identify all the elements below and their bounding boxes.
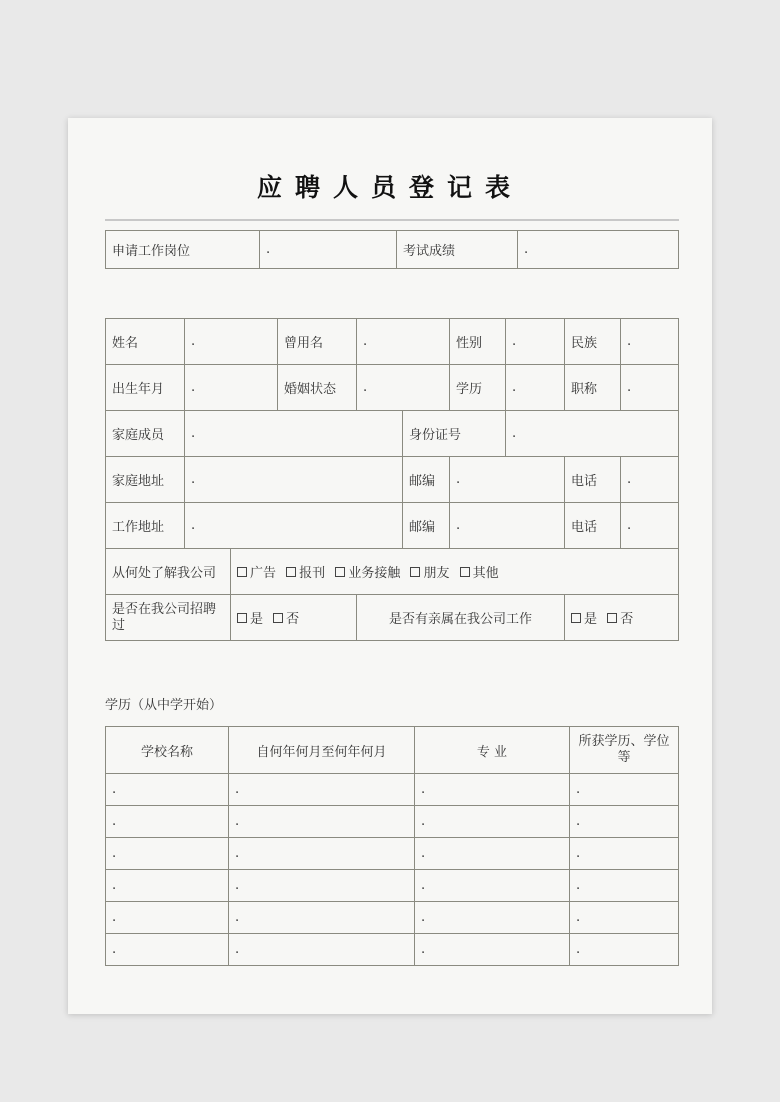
major-cell[interactable]: . <box>415 934 570 966</box>
name-label: 姓名 <box>106 319 185 365</box>
gender-label: 性别 <box>450 319 506 365</box>
home-phone-label: 电话 <box>565 457 621 503</box>
degree-cell[interactable]: . <box>570 934 679 966</box>
school-cell[interactable]: . <box>106 838 229 870</box>
former-name-label: 曾用名 <box>278 319 357 365</box>
form-title: 应聘人员登记表 <box>256 173 523 202</box>
degree-cell[interactable]: . <box>570 902 679 934</box>
checkbox-icon <box>335 567 345 577</box>
major-cell[interactable]: . <box>415 870 570 902</box>
checkbox-option[interactable]: 是 <box>571 612 597 627</box>
major-cell[interactable]: . <box>415 774 570 806</box>
major-cell[interactable]: . <box>415 806 570 838</box>
home-phone-field[interactable]: . <box>621 457 679 503</box>
checkbox-icon <box>273 613 283 623</box>
ethnicity-label: 民族 <box>565 319 621 365</box>
work-address-field[interactable]: . <box>185 503 403 549</box>
table-row <box>106 806 679 838</box>
table-row <box>106 503 679 549</box>
job-title-field[interactable]: . <box>621 365 679 411</box>
position-field[interactable]: . <box>260 231 397 269</box>
degree-cell[interactable]: . <box>570 806 679 838</box>
checkbox-option[interactable]: 其他 <box>460 566 499 581</box>
work-phone-field[interactable]: . <box>621 503 679 549</box>
period-cell[interactable]: . <box>229 870 415 902</box>
degree-cell[interactable]: . <box>570 838 679 870</box>
gender-field[interactable]: . <box>506 319 565 365</box>
table-row <box>106 838 679 870</box>
table-row <box>106 549 679 595</box>
school-cell[interactable]: . <box>106 806 229 838</box>
table-row <box>106 231 679 269</box>
period-cell[interactable]: . <box>229 902 415 934</box>
checkbox-option[interactable]: 业务接触 <box>335 566 400 581</box>
source-label: 从何处了解我公司 <box>106 549 231 595</box>
checkbox-option[interactable]: 朋友 <box>410 566 449 581</box>
degree-cell[interactable]: . <box>570 774 679 806</box>
marital-field[interactable]: . <box>357 365 450 411</box>
ethnicity-field[interactable]: . <box>621 319 679 365</box>
title-divider <box>105 219 679 221</box>
period-cell[interactable]: . <box>229 774 415 806</box>
birth-label: 出生年月 <box>106 365 185 411</box>
checkbox-option[interactable]: 广告 <box>237 566 276 581</box>
apply-table <box>105 230 679 269</box>
position-label: 申请工作岗位 <box>106 231 260 269</box>
home-address-field[interactable]: . <box>185 457 403 503</box>
education-label: 学历 <box>450 365 506 411</box>
checkbox-icon <box>286 567 296 577</box>
column-header-major: 专 业 <box>415 727 570 774</box>
checkbox-icon <box>607 613 617 623</box>
degree-cell[interactable]: . <box>570 870 679 902</box>
table-row <box>106 774 679 806</box>
checkbox-icon <box>237 567 247 577</box>
school-cell[interactable]: . <box>106 934 229 966</box>
school-cell[interactable]: . <box>106 774 229 806</box>
work-zip-label: 邮编 <box>403 503 450 549</box>
checkbox-icon <box>237 613 247 623</box>
education-field[interactable]: . <box>506 365 565 411</box>
relatives-label: 是否有亲属在我公司工作 <box>357 595 565 641</box>
table-row <box>106 365 679 411</box>
work-address-label: 工作地址 <box>106 503 185 549</box>
period-cell[interactable]: . <box>229 838 415 870</box>
work-zip-field[interactable]: . <box>450 503 565 549</box>
former-name-field[interactable]: . <box>357 319 450 365</box>
birth-field[interactable]: . <box>185 365 278 411</box>
score-label: 考试成绩 <box>397 231 518 269</box>
column-header-school: 学校名称 <box>106 727 229 774</box>
period-cell[interactable]: . <box>229 934 415 966</box>
family-label: 家庭成员 <box>106 411 185 457</box>
table-row <box>106 411 679 457</box>
home-zip-field[interactable]: . <box>450 457 565 503</box>
checkbox-option[interactable]: 否 <box>607 612 633 627</box>
table-row <box>106 870 679 902</box>
table-row <box>106 319 679 365</box>
personal-table <box>105 318 679 641</box>
marital-label: 婚姻状态 <box>278 365 357 411</box>
checkbox-icon <box>460 567 470 577</box>
education-heading: 学历（从中学开始） <box>105 698 223 713</box>
table-row <box>106 457 679 503</box>
source-options <box>231 549 679 595</box>
period-cell[interactable]: . <box>229 806 415 838</box>
checkbox-option[interactable]: 否 <box>273 612 299 627</box>
work-phone-label: 电话 <box>565 503 621 549</box>
applied-before-label: 是否在我公司招聘过 <box>106 595 231 641</box>
family-field[interactable]: . <box>185 411 403 457</box>
education-table <box>105 726 679 966</box>
column-header-degree: 所获学历、学位等 <box>570 727 679 774</box>
checkbox-option[interactable]: 是 <box>237 612 263 627</box>
id-label: 身份证号 <box>403 411 506 457</box>
school-cell[interactable]: . <box>106 902 229 934</box>
checkbox-icon <box>571 613 581 623</box>
job-title-label: 职称 <box>565 365 621 411</box>
table-header-row <box>106 727 679 774</box>
form-paper <box>68 118 712 1014</box>
score-field[interactable]: . <box>518 231 679 269</box>
checkbox-option[interactable]: 报刊 <box>286 566 325 581</box>
applied-before-options <box>231 595 357 641</box>
table-row <box>106 902 679 934</box>
table-row <box>106 934 679 966</box>
column-header-period: 自何年何月至何年何月 <box>229 727 415 774</box>
id-field[interactable]: . <box>506 411 679 457</box>
checkbox-icon <box>410 567 420 577</box>
name-field[interactable]: . <box>185 319 278 365</box>
home-zip-label: 邮编 <box>403 457 450 503</box>
table-row <box>106 595 679 641</box>
school-cell[interactable]: . <box>106 870 229 902</box>
home-address-label: 家庭地址 <box>106 457 185 503</box>
relatives-options <box>565 595 679 641</box>
major-cell[interactable]: . <box>415 902 570 934</box>
major-cell[interactable]: . <box>415 838 570 870</box>
